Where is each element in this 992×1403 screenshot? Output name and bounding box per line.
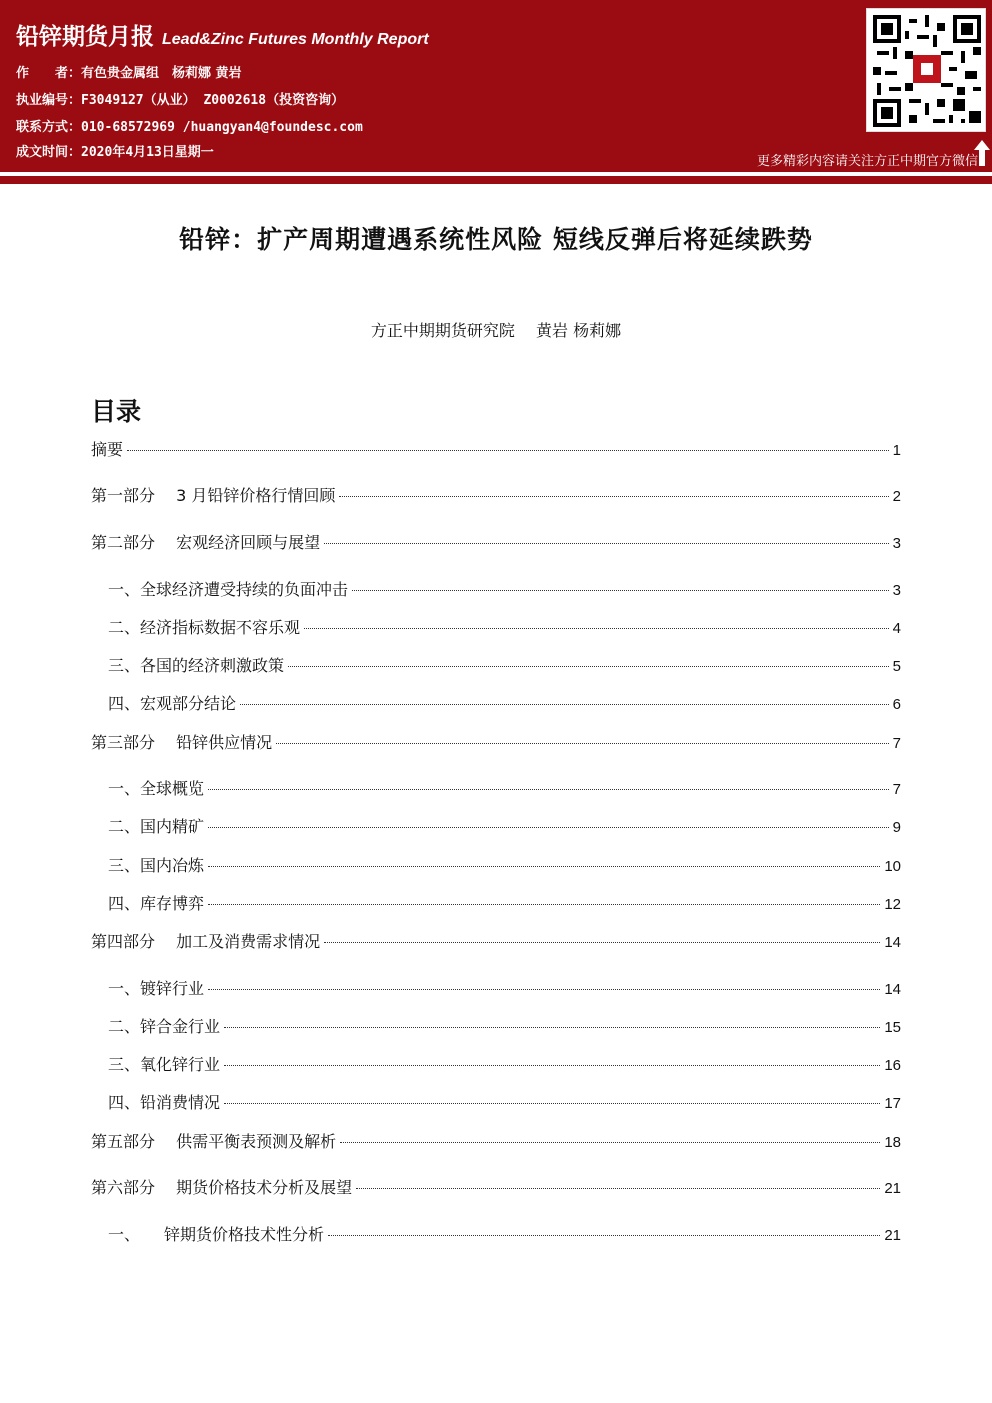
toc-entry-page: 21 — [884, 1227, 901, 1244]
document-authors: 方正中期期货研究院 黄岩 杨莉娜 — [370, 321, 622, 340]
toc-dot-leader — [208, 866, 880, 867]
toc-entry-label: 一、全球经济遭受持续的负面冲击 — [108, 580, 349, 599]
toc-entry[interactable] — [91, 1090, 901, 1113]
toc-dot-leader — [340, 1142, 880, 1143]
toc-entry[interactable] — [91, 814, 901, 837]
toc-entry-page: 10 — [884, 858, 901, 875]
toc-dot-leader — [224, 1103, 880, 1104]
toc-entry[interactable] — [91, 577, 901, 600]
toc-entry[interactable] — [91, 891, 901, 914]
date-row — [16, 141, 214, 160]
toc-entry-label: 二、经济指标数据不容乐观 — [108, 618, 301, 637]
toc-entry-page: 17 — [884, 1095, 901, 1112]
toc-entry-page: 7 — [892, 781, 901, 798]
report-header — [0, 0, 992, 172]
toc-entry[interactable] — [91, 1052, 901, 1075]
toc-entry-label: 第三部分 铅锌供应情况 — [91, 733, 273, 752]
toc-entry[interactable] — [91, 530, 901, 553]
toc-entry-label: 二、锌合金行业 — [108, 1017, 221, 1036]
toc-dot-leader — [288, 666, 889, 667]
contact-label: 联系方式： — [16, 120, 82, 135]
license-row — [16, 89, 344, 108]
toc-entry-label: 第一部分 3 月铅锌价格行情回顾 — [91, 486, 336, 505]
toc-dot-leader — [208, 904, 880, 905]
report-title-en: Lead&Zinc Futures Monthly Report — [162, 31, 429, 48]
toc-dot-leader — [224, 1065, 880, 1066]
toc-entry-label: 一、全球概览 — [108, 779, 205, 798]
toc-entry-label: 第二部分 宏观经济回顾与展望 — [91, 533, 321, 552]
wechat-qr-code — [866, 8, 986, 132]
toc-entry-label: 二、国内精矿 — [108, 817, 205, 836]
toc-entry-page: 1 — [892, 442, 901, 459]
report-series-title — [16, 18, 429, 51]
wechat-follow-note: 更多精彩内容请关注方正中期官方微信 — [756, 154, 978, 169]
toc-entry[interactable] — [91, 1222, 901, 1245]
toc-entry-page: 18 — [884, 1134, 901, 1151]
date-label: 成文时间： — [16, 145, 82, 160]
toc-entry-page: 7 — [892, 735, 901, 752]
toc-entry[interactable] — [91, 1129, 901, 1152]
toc-dot-leader — [356, 1188, 880, 1189]
toc-entry-label: 第四部分 加工及消费需求情况 — [91, 932, 321, 951]
toc-entry[interactable] — [91, 691, 901, 714]
license-label: 执业编号： — [16, 93, 82, 108]
toc-entry-label: 第六部分 期货价格技术分析及展望 — [91, 1178, 353, 1197]
toc-dot-leader — [276, 743, 889, 744]
toc-entry-page: 15 — [884, 1019, 901, 1036]
author-label: 作 者： — [16, 66, 82, 81]
toc-dot-leader — [208, 827, 889, 828]
header-divider-red — [0, 176, 992, 184]
toc-entry-page: 3 — [892, 582, 901, 599]
toc-entry[interactable] — [91, 1175, 901, 1198]
toc-dot-leader — [339, 496, 888, 497]
toc-entry-page: 5 — [892, 658, 901, 675]
toc-entry-label: 四、库存博弈 — [108, 894, 205, 913]
toc-entry[interactable] — [91, 483, 901, 506]
document-title: 铅锌：扩产周期遭遇系统性风险 短线反弹后将延续跌势 — [179, 225, 813, 254]
date-value: 2020年4月13日星期一 — [81, 145, 214, 160]
qr-code-icon — [873, 15, 981, 127]
toc-dot-leader — [328, 1235, 880, 1236]
toc-entry[interactable] — [91, 776, 901, 799]
toc-entry-page: 12 — [884, 896, 901, 913]
toc-entry-label: 摘要 — [91, 440, 124, 459]
report-title-cn: 铅锌期货月报 — [16, 24, 154, 50]
toc-entry-label: 第五部分 供需平衡表预测及解析 — [91, 1132, 337, 1151]
toc-entry-page: 21 — [884, 1180, 901, 1197]
toc-entry[interactable] — [91, 615, 901, 638]
toc-entry[interactable] — [91, 929, 901, 952]
toc-entry-page: 9 — [892, 819, 901, 836]
contact-value[interactable]: 010-68572969 /huangyan4@foundesc.com — [81, 120, 363, 135]
toc-entry-label: 三、国内冶炼 — [108, 856, 205, 875]
toc-entry[interactable] — [91, 730, 901, 753]
toc-entry-page: 2 — [892, 488, 901, 505]
toc-entry-label: 一、镀锌行业 — [108, 979, 205, 998]
toc-entry[interactable] — [91, 853, 901, 876]
toc-dot-leader — [304, 628, 889, 629]
toc-entry[interactable] — [91, 437, 901, 460]
toc-heading: 目录 — [91, 397, 142, 426]
toc-entry[interactable] — [91, 976, 901, 999]
toc-dot-leader — [352, 590, 889, 591]
toc-dot-leader — [324, 942, 880, 943]
toc-dot-leader — [208, 989, 880, 990]
toc-dot-leader — [127, 450, 889, 451]
toc-dot-leader — [208, 789, 889, 790]
toc-entry-label: 三、氧化锌行业 — [108, 1055, 221, 1074]
toc-entry-page: 16 — [884, 1057, 901, 1074]
toc-dot-leader — [324, 543, 889, 544]
toc-entry-page: 6 — [892, 696, 901, 713]
header-divider-white — [0, 172, 992, 175]
toc-entry-label: 四、铅消费情况 — [108, 1093, 221, 1112]
author-value: 有色贵金属组 杨莉娜 黄岩 — [81, 66, 242, 81]
toc-entry[interactable] — [91, 653, 901, 676]
toc-dot-leader — [240, 704, 889, 705]
toc-entry-page: 14 — [884, 981, 901, 998]
license-value: F3049127（从业） Z0002618（投资咨询） — [81, 93, 345, 108]
toc-entry[interactable] — [91, 1014, 901, 1037]
toc-entry-label: 三、各国的经济刺激政策 — [108, 656, 285, 675]
toc-entry-page: 3 — [892, 535, 901, 552]
toc-dot-leader — [224, 1027, 880, 1028]
author-row — [16, 62, 242, 81]
toc-entry-label: 一、 锌期货价格技术性分析 — [108, 1225, 325, 1244]
contact-row — [16, 116, 363, 135]
up-arrow-icon — [974, 140, 990, 166]
toc-entry-label: 四、宏观部分结论 — [108, 694, 237, 713]
toc-entry-page: 14 — [884, 934, 901, 951]
toc-entry-page: 4 — [892, 620, 901, 637]
